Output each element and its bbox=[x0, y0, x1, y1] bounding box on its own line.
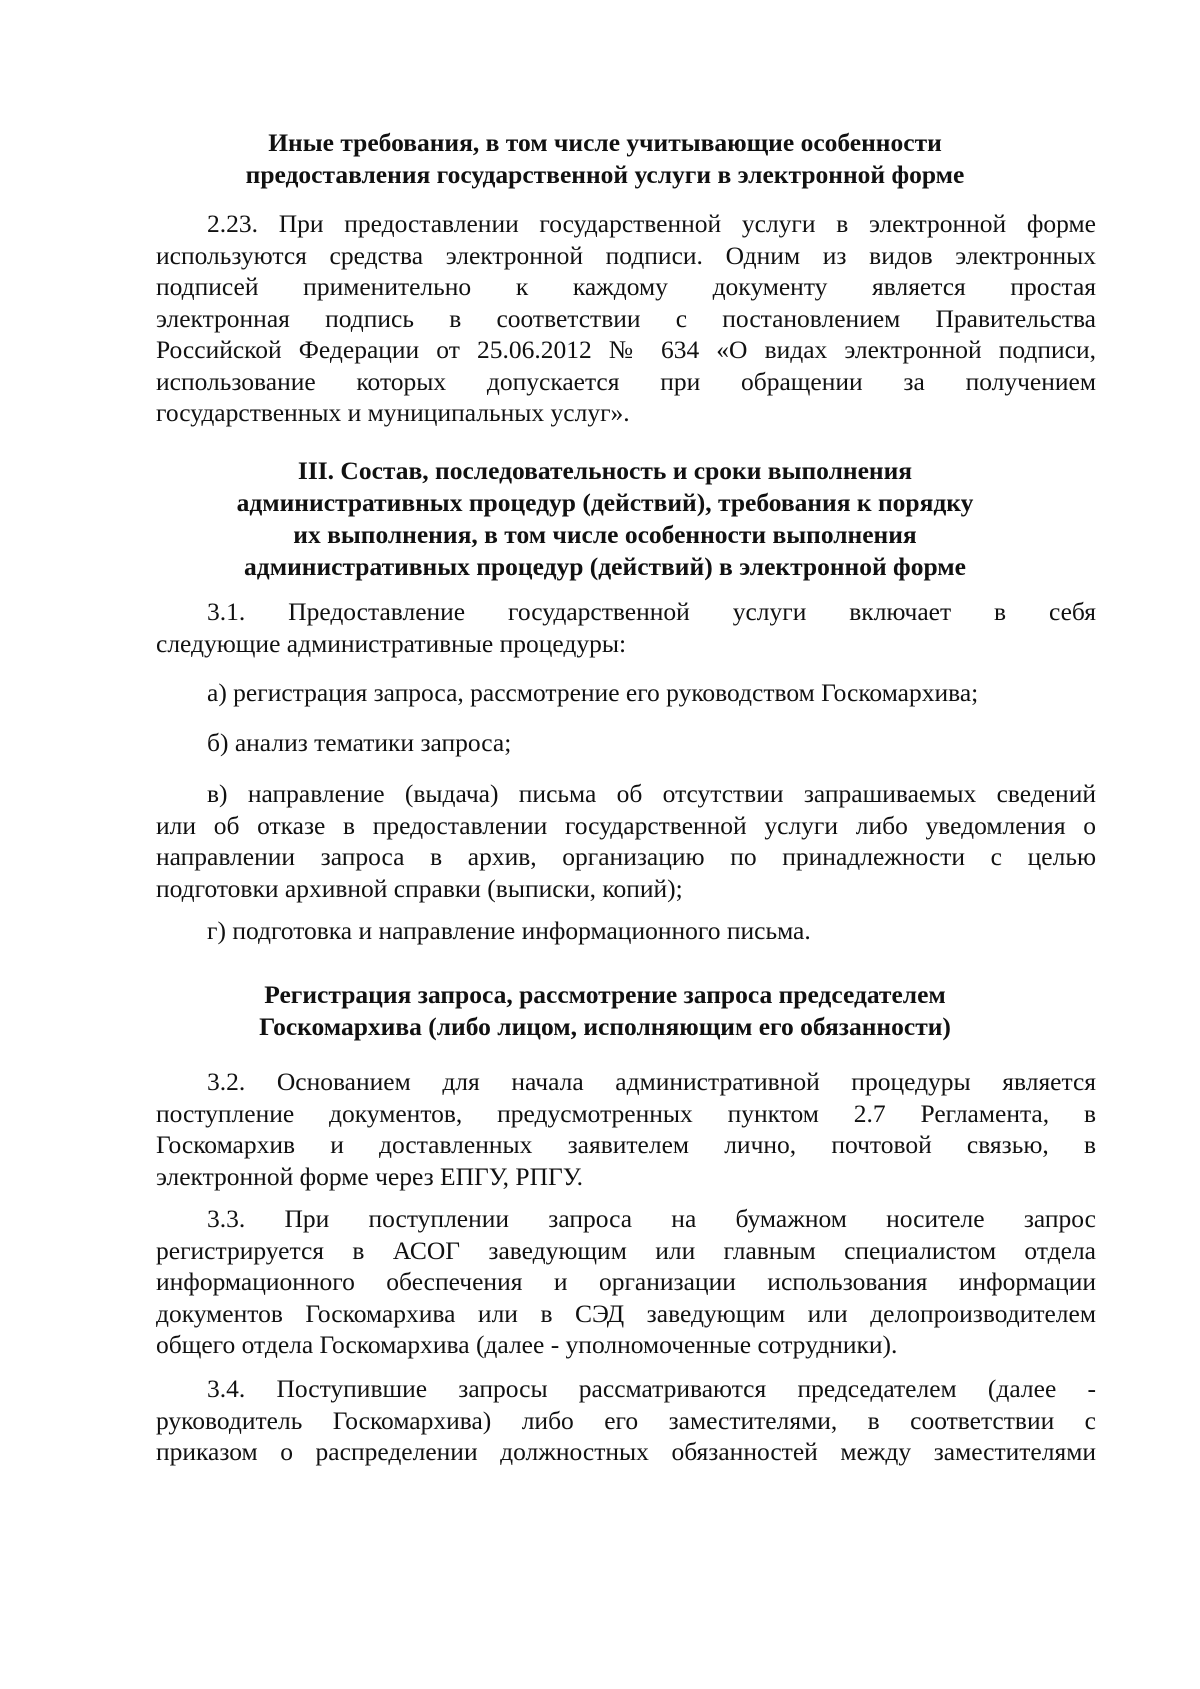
heading-line: административных процедур (действий), требования к порядку bbox=[236, 488, 974, 517]
paragraph-3-2 bbox=[156, 1066, 1096, 1192]
text-line: подписей применительно к каждому документу является простая bbox=[156, 272, 1096, 301]
heading-line: Госкомархива (либо лицом, исполняющим его обязанности) bbox=[259, 1012, 951, 1041]
text-line: Российской Федерации от 25.06.2012 № 634 «О видах электронной подписи, bbox=[156, 335, 1096, 364]
text-line: а) регистрация запроса, рассмотрение его руководством Госкомархива; bbox=[207, 678, 979, 707]
text-line: г) подготовка и направление информационного письма. bbox=[207, 916, 811, 945]
text-line: направлении запроса в архив, организацию по принадлежности с целью bbox=[156, 842, 1096, 871]
heading-line: Иные требования, в том числе учитывающие особенности bbox=[268, 128, 942, 157]
heading-line: их выполнения, в том числе особенности выполнения bbox=[293, 520, 917, 549]
text-line: б) анализ тематики запроса; bbox=[207, 728, 512, 757]
paragraph-3-3 bbox=[156, 1203, 1096, 1361]
section-heading-iii bbox=[150, 455, 1060, 583]
text-line: руководитель Госкомархива) либо его заместителями, в соответствии с bbox=[156, 1405, 1096, 1435]
text-line: 3.4. Поступившие запросы рассматриваются председателем (далее - bbox=[207, 1374, 1096, 1403]
text-line: общего отдела Госкомархива (далее - уполномоченные сотрудники). bbox=[156, 1330, 898, 1359]
text-line: 3.3. При поступлении запроса на бумажном носителе запрос bbox=[207, 1204, 1096, 1233]
text-line: следующие административные процедуры: bbox=[156, 628, 627, 658]
list-item-g bbox=[156, 915, 1096, 947]
text-line: электронная подпись в соответствии с постановлением Правительства bbox=[156, 303, 1096, 333]
list-item-a bbox=[156, 677, 1096, 709]
text-line: подготовки архивной справки (выписки, копий); bbox=[156, 873, 683, 903]
text-line: регистрируется в АСОГ заведующим или главным специалистом отдела bbox=[156, 1235, 1096, 1265]
paragraph-2-23 bbox=[156, 208, 1096, 429]
text-line: документов Госкомархива или в СЭД заведующим или делопроизводителем bbox=[156, 1298, 1096, 1328]
text-line: информационного обеспечения и организации использования информации bbox=[156, 1267, 1096, 1296]
text-line: 3.1. Предоставление государственной услуги включает в себя bbox=[207, 597, 1096, 626]
text-line: использование которых допускается при обращении за получением bbox=[156, 366, 1096, 396]
paragraph-3-1 bbox=[156, 596, 1096, 659]
text-line: 2.23. При предоставлении государственной услуги в электронной форме bbox=[207, 209, 1096, 238]
heading-line: предоставления государственной услуги в электронной форме bbox=[245, 160, 965, 189]
text-line: государственных и муниципальных услуг». bbox=[156, 398, 630, 427]
list-item-v bbox=[156, 778, 1096, 904]
text-line: приказом о распределении должностных обязанностей между заместителями bbox=[156, 1437, 1096, 1466]
text-line: поступление документов, предусмотренных пунктом 2.7 Регламента, в bbox=[156, 1098, 1096, 1128]
text-line: или об отказе в предоставлении государственной услуги либо уведомления о bbox=[156, 810, 1096, 840]
text-line: в) направление (выдача) письма об отсутствии запрашиваемых сведений bbox=[207, 779, 1096, 808]
heading-line: административных процедур (действий) в электронной форме bbox=[244, 552, 966, 581]
subsection-heading-registration bbox=[150, 979, 1060, 1043]
heading-line: Регистрация запроса, рассмотрение запроса председателем bbox=[264, 980, 946, 1009]
list-item-b bbox=[156, 727, 1096, 759]
heading-line: III. Состав, последовательность и сроки выполнения bbox=[297, 456, 913, 485]
text-line: используются средства электронной подписи. Одним из видов электронных bbox=[156, 240, 1096, 270]
text-line: 3.2. Основанием для начала административной процедуры является bbox=[207, 1067, 1096, 1096]
paragraph-3-4 bbox=[156, 1373, 1096, 1468]
text-line: электронной форме через ЕПГУ, РПГУ. bbox=[156, 1161, 584, 1191]
text-line: Госкомархив и доставленных заявителем лично, почтовой связью, в bbox=[156, 1130, 1096, 1159]
section-heading-other-requirements bbox=[150, 127, 1060, 191]
